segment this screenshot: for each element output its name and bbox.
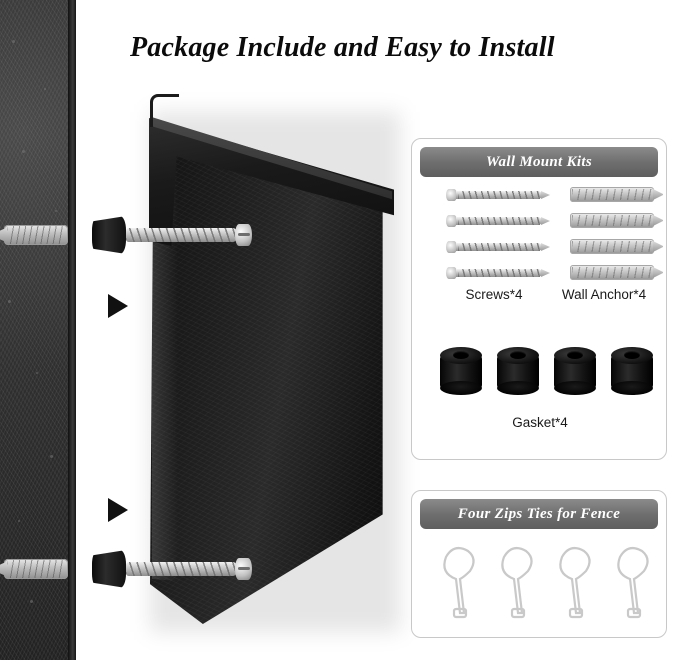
kit-screw-1 (446, 189, 542, 201)
zip-tie-3 (550, 539, 602, 619)
panel-wall-mount-kits (411, 138, 667, 460)
kit-gasket-2 (497, 347, 539, 395)
kit-screw-4 (446, 267, 542, 279)
kit-gasket-1 (440, 347, 482, 395)
panel-title-wall-mount-kits: Wall Mount Kits (420, 147, 658, 177)
zip-tie-1 (434, 539, 486, 619)
wall-anchor-lower (4, 556, 68, 582)
panel-title-zip-ties: Four Zips Ties for Fence (420, 499, 658, 529)
zip-tie-2 (492, 539, 544, 619)
caption-gasket: Gasket*4 (512, 415, 568, 430)
kit-wall-anchor-4 (570, 265, 654, 280)
kit-screw-2 (446, 215, 542, 227)
kit-wall-anchor-1 (570, 187, 654, 202)
insert-direction-arrow-lower (108, 498, 128, 522)
gasket-spacer-upper (92, 216, 126, 254)
kit-gasket-3 (554, 347, 596, 395)
mounting-screw-lower (126, 558, 252, 580)
wall-edge-shadow (68, 0, 76, 660)
caption-screws: Screws*4 (465, 287, 523, 302)
kit-screw-3 (446, 241, 542, 253)
zip-tie-4 (608, 539, 660, 619)
gasket-spacer-lower (92, 550, 126, 588)
page-title: Package Include and Easy to Install (130, 32, 555, 63)
panel-zip-ties (411, 490, 667, 638)
wall-anchor-upper (4, 222, 68, 248)
mailbox-hook (150, 94, 179, 127)
kit-wall-anchor-2 (570, 213, 654, 228)
kit-gasket-4 (611, 347, 653, 395)
mounting-screw-upper (126, 224, 252, 246)
caption-wall-anchor: Wall Anchor*4 (561, 287, 647, 302)
kit-wall-anchor-3 (570, 239, 654, 254)
insert-direction-arrow-upper (108, 294, 128, 318)
